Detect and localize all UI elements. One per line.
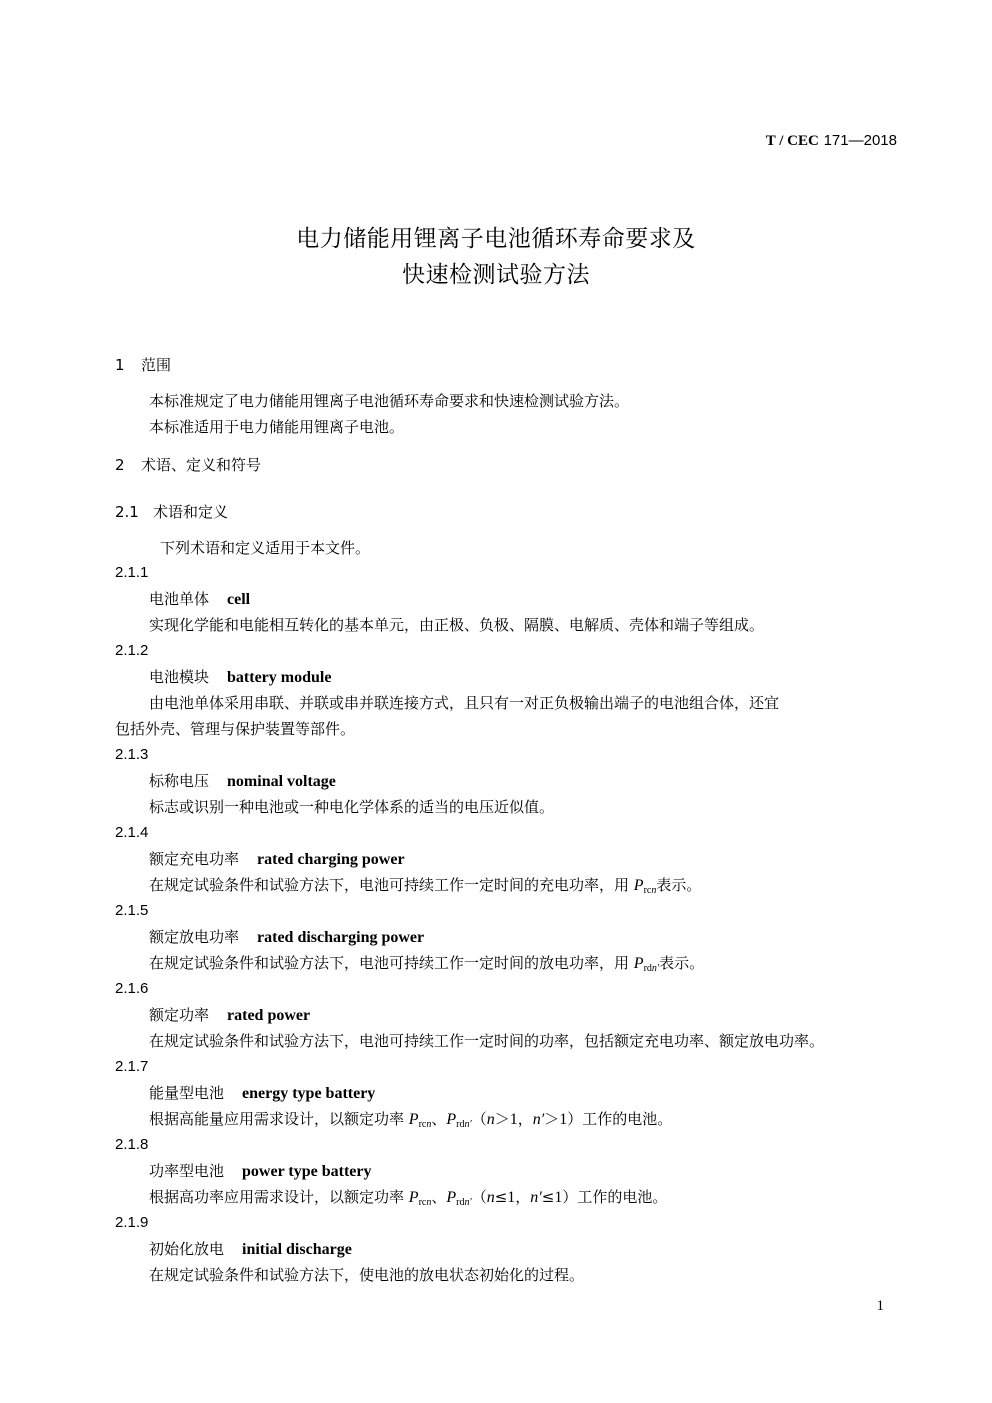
term-number: 2.1.3 xyxy=(115,746,149,763)
term-heading xyxy=(149,1082,375,1103)
term-definition: 在规定试验条件和试验方法下，电池可持续工作一定时间的功率，包括额定充电功率、额定放电功率。 xyxy=(149,1032,825,1050)
symbol-subscript: rdn′ xyxy=(456,1197,472,1208)
title-line-2: 快速检测试验方法 xyxy=(402,262,590,288)
page-number: 1 xyxy=(876,1298,884,1314)
term-zh: 初始化放电 xyxy=(149,1240,225,1258)
symbol-subscript: rdn′ xyxy=(456,1119,472,1130)
term-zh: 额定功率 xyxy=(149,1006,210,1024)
symbol: P xyxy=(633,877,644,894)
code-prefix: T / CEC xyxy=(765,133,819,149)
term-en: power type battery xyxy=(242,1163,372,1180)
term-number: 2.1.6 xyxy=(115,980,149,997)
term-number: 2.1.1 xyxy=(115,564,149,581)
term-number: 2.1.9 xyxy=(115,1214,149,1231)
term-en: initial discharge xyxy=(242,1241,352,1258)
term-definition: 由电池单体采用串联、并联或串并联连接方式，且只有一对正负极输出端子的电池组合体，还宜 xyxy=(149,694,780,712)
term-zh: 额定充电功率 xyxy=(149,850,240,868)
term-en: battery module xyxy=(227,669,332,686)
term-definition: 根据高能量应用需求设计，以额定功率 $P_{rcn}$、$P_{rdn'}(n>1$，n′＞1）工作的电池。 xyxy=(149,1110,673,1130)
symbol-subscript: rcn xyxy=(418,1119,432,1130)
section-title: 术语和定义 xyxy=(153,503,229,521)
section-2-1-intro: 下列术语和定义适用于本文件。 xyxy=(160,539,371,557)
section-number: 1 xyxy=(115,356,125,374)
title-line-1: 电力储能用锂离子电池循环寿命要求及 xyxy=(296,226,696,252)
term-definition: 标志或识别一种电池或一种电化学体系的适当的电压近似值。 xyxy=(149,798,555,816)
term-en: rated discharging power xyxy=(257,929,425,946)
term-zh: 电池单体 xyxy=(149,590,210,608)
term-definition-continued: 包括外壳、管理与保护装置等部件。 xyxy=(115,720,356,738)
term-number: 2.1.5 xyxy=(115,902,149,919)
term-heading xyxy=(149,1004,310,1025)
term-heading xyxy=(149,926,424,947)
term-zh: 标称电压 xyxy=(149,772,210,790)
symbol: P xyxy=(633,955,644,972)
symbol-subscript: rdn′ xyxy=(643,963,660,974)
term-heading xyxy=(149,1238,352,1259)
term-en: rated charging power xyxy=(257,851,405,868)
term-zh: 功率型电池 xyxy=(149,1162,225,1180)
term-heading xyxy=(149,1160,371,1181)
section-2-1-heading xyxy=(115,501,228,522)
term-en: nominal voltage xyxy=(227,773,336,790)
term-heading xyxy=(149,848,405,869)
term-heading xyxy=(149,588,250,609)
term-zh: 能量型电池 xyxy=(149,1084,225,1102)
term-definition: 根据高功率应用需求设计，以额定功率 $P_{rcn}$、$P_{rdn'}(n\le 1$，n′≤1）工作的电池。 xyxy=(149,1188,668,1208)
term-heading xyxy=(149,666,331,687)
term-number: 2.1.2 xyxy=(115,642,149,659)
code-number: 171—2018 xyxy=(823,132,897,149)
symbol: P xyxy=(446,1189,457,1206)
section-number: 2 xyxy=(115,456,125,474)
section-1-paragraph-2: 本标准适用于电力储能用锂离子电池。 xyxy=(149,418,405,436)
term-definition: 在规定试验条件和试验方法下，电池可持续工作一定时间的充电功率，用 $P_{rcn}$表示。 xyxy=(149,876,702,896)
section-number: 2.1 xyxy=(115,503,139,521)
term-definition: 在规定试验条件和试验方法下，使电池的放电状态初始化的过程。 xyxy=(149,1266,585,1284)
section-title: 术语、定义和符号 xyxy=(141,456,262,474)
symbol: P xyxy=(408,1189,419,1206)
term-number: 2.1.7 xyxy=(115,1058,149,1075)
term-number: 2.1.4 xyxy=(115,824,149,841)
term-zh: 电池模块 xyxy=(149,668,210,686)
symbol: P xyxy=(446,1111,457,1128)
symbol-subscript: rcn xyxy=(643,885,657,896)
term-definition: 实现化学能和电能相互转化的基本单元，由正极、负极、隔膜、电解质、壳体和端子等组成。 xyxy=(149,616,765,634)
section-1-paragraph-1: 本标准规定了电力储能用锂离子电池循环寿命要求和快速检测试验方法。 xyxy=(149,392,630,410)
section-2-heading xyxy=(115,454,261,475)
term-zh: 额定放电功率 xyxy=(149,928,240,946)
term-en: cell xyxy=(227,591,251,608)
symbol-subscript: rcn xyxy=(418,1197,432,1208)
document-code xyxy=(766,131,897,150)
term-en: energy type battery xyxy=(242,1085,376,1102)
term-number: 2.1.8 xyxy=(115,1136,149,1153)
term-en: rated power xyxy=(227,1007,311,1024)
term-heading xyxy=(149,770,336,791)
symbol: P xyxy=(408,1111,419,1128)
term-definition: 在规定试验条件和试验方法下，电池可持续工作一定时间的放电功率，用 $P_{rdn'}$表示。 xyxy=(149,954,705,974)
section-1-heading xyxy=(115,354,171,375)
section-title: 范围 xyxy=(141,356,172,374)
